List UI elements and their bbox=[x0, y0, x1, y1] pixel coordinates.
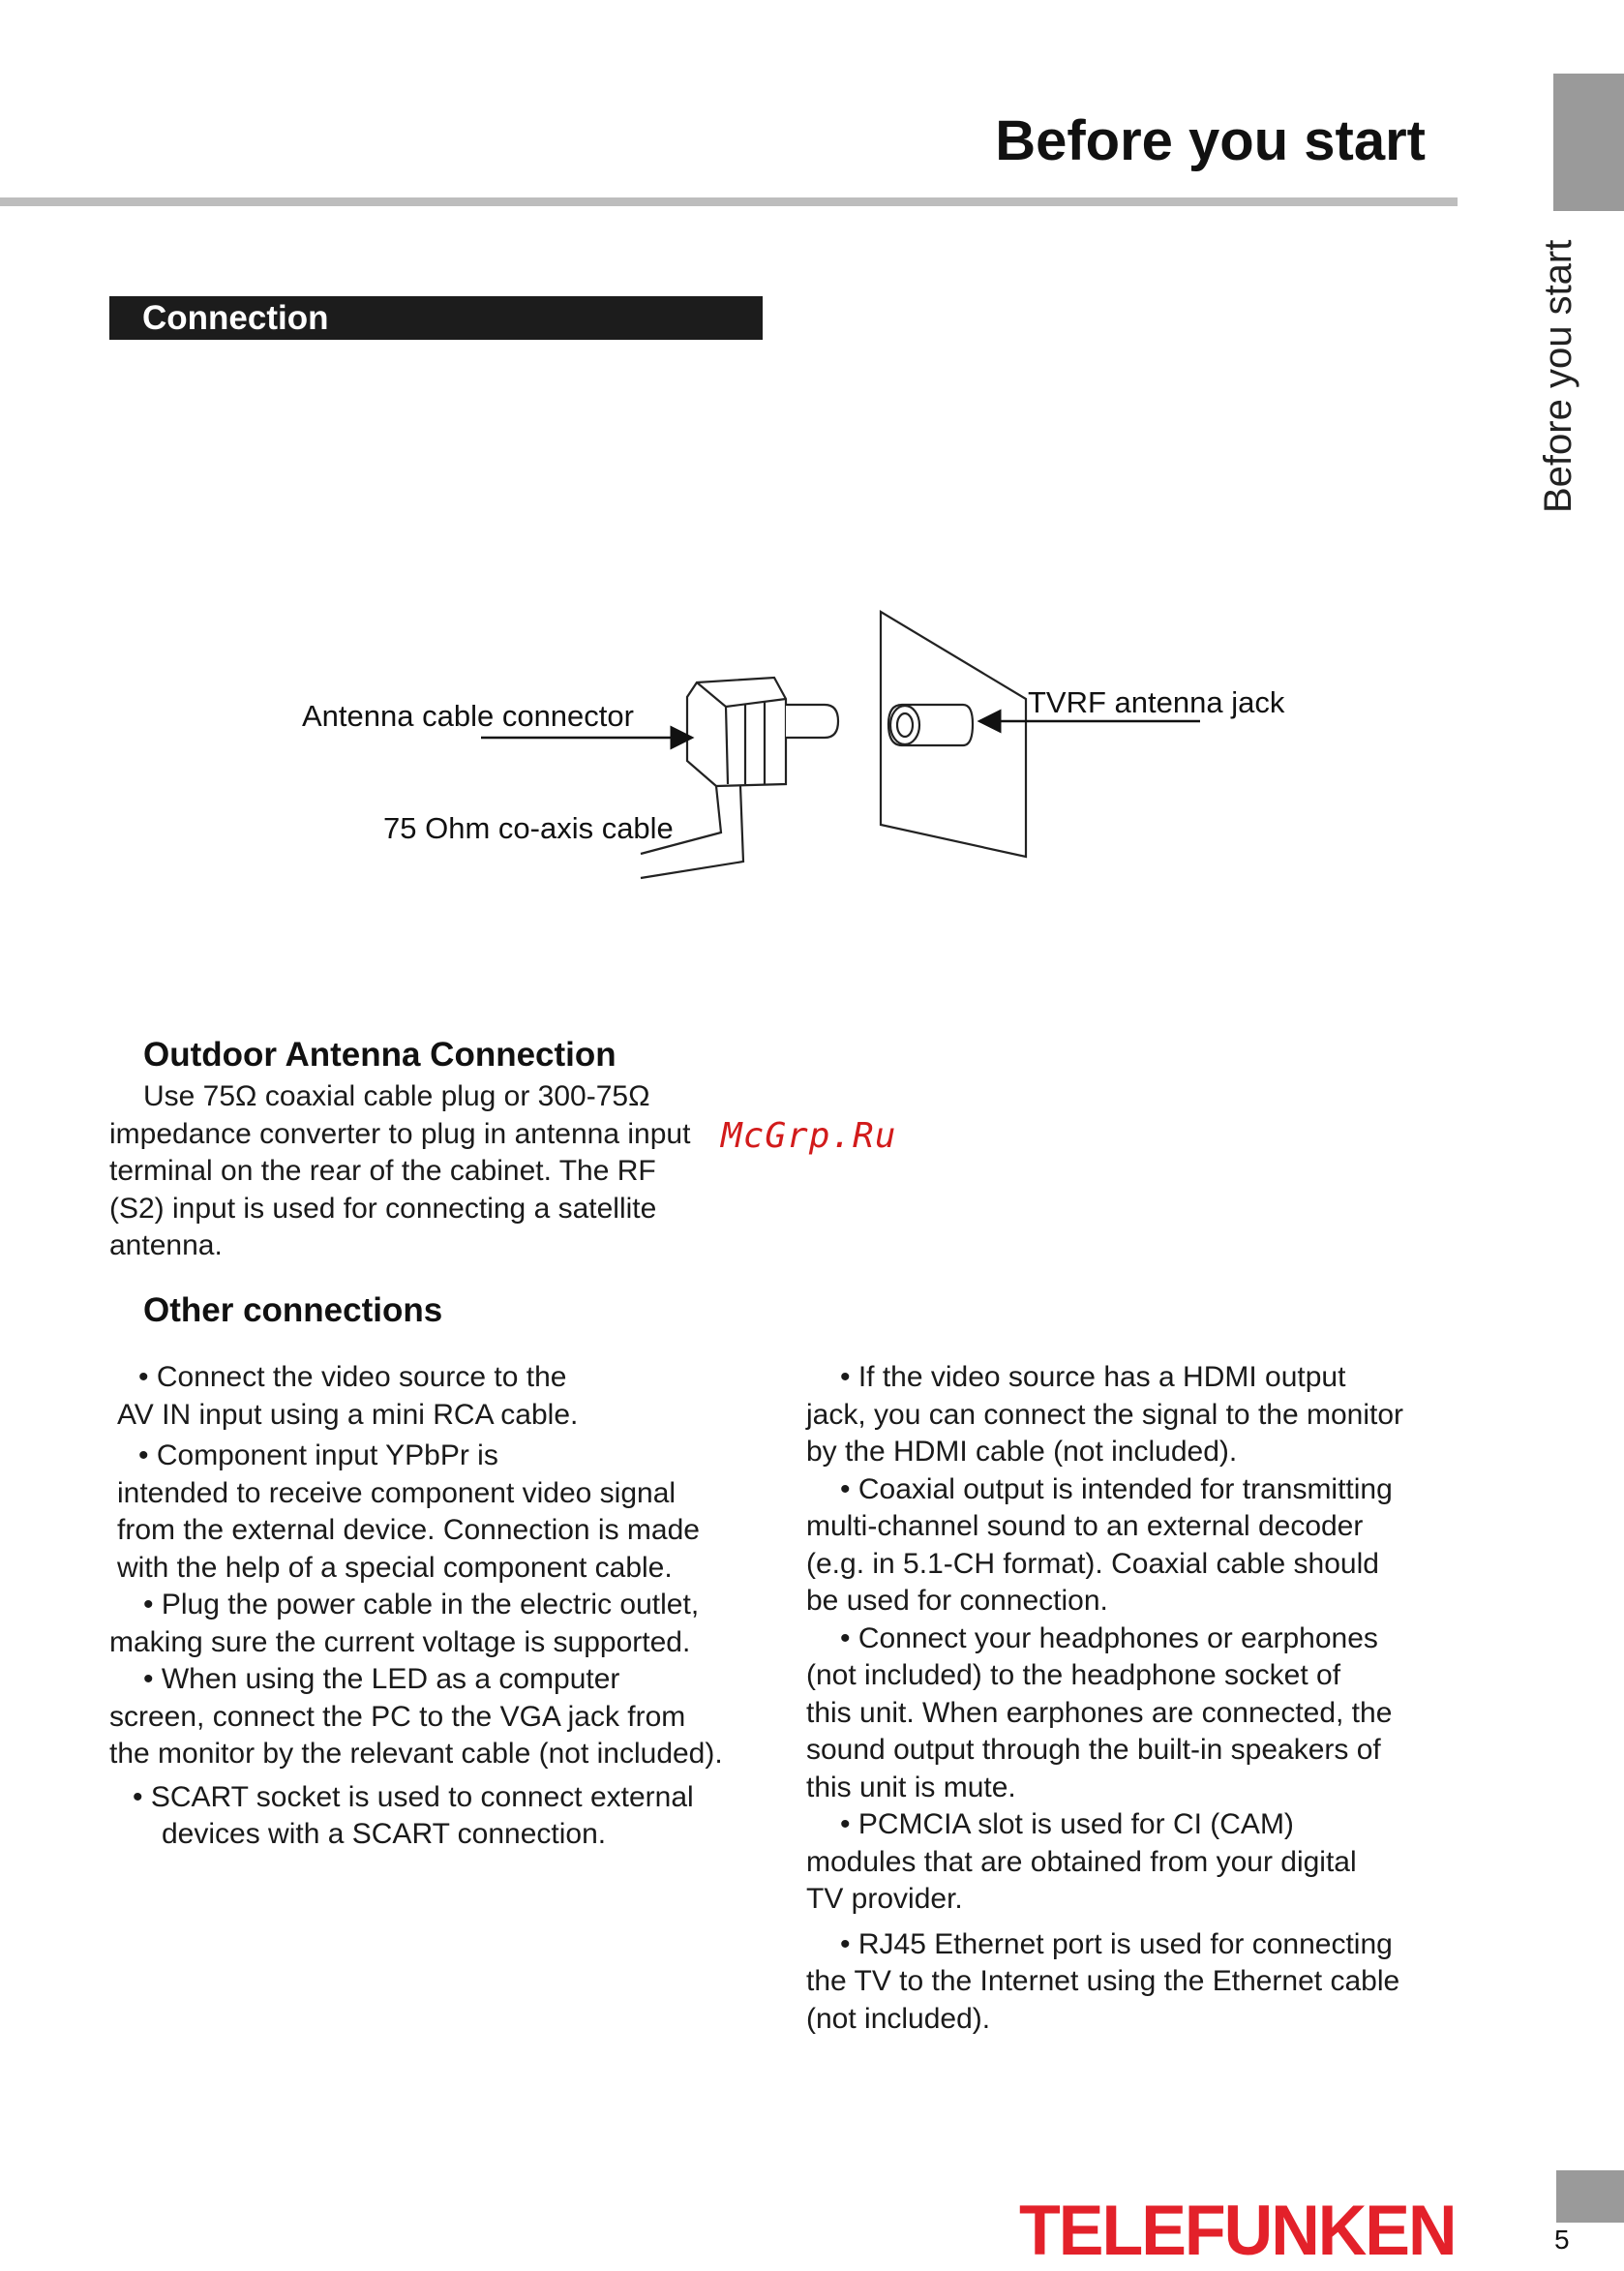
section-heading-bar: Connection bbox=[109, 296, 763, 340]
text-line: terminal on the rear of the cabinet. The RF bbox=[109, 1155, 656, 1187]
list-item bbox=[109, 1359, 787, 1434]
list-item bbox=[806, 1471, 1503, 1620]
watermark-text: McGrp.Ru bbox=[721, 1116, 897, 1156]
page-number-tab bbox=[1556, 2170, 1624, 2223]
list-item bbox=[109, 1587, 787, 1661]
text-line: • When using the LED as a computer bbox=[143, 1663, 620, 1695]
text-line: • Connect the video source to the bbox=[138, 1361, 567, 1393]
text-line: (not included) to the headphone socket of bbox=[806, 1659, 1341, 1691]
label-antenna-cable-connector: Antenna cable connector bbox=[302, 699, 634, 733]
text-line: with the help of a special component cable. bbox=[117, 1551, 673, 1584]
text-line: AV IN input using a mini RCA cable. bbox=[117, 1398, 579, 1431]
text-line: • Coaxial output is intended for transmitting bbox=[840, 1472, 1393, 1505]
text-line: • RJ45 Ethernet port is used for connecting bbox=[840, 1927, 1393, 1960]
other-connections-right-column bbox=[806, 1359, 1503, 2038]
label-tvrf-antenna-jack: TVRF antenna jack bbox=[1028, 685, 1285, 719]
text-line: the TV to the Internet using the Ethernet cable bbox=[806, 1965, 1400, 1997]
text-line: making sure the current voltage is supported. bbox=[109, 1625, 691, 1658]
list-item bbox=[109, 1661, 787, 1773]
list-item bbox=[806, 1806, 1503, 1919]
telefunken-logo: TELEFUNKEN bbox=[1019, 2191, 1456, 2270]
text-line: this unit. When earphones are connected, the bbox=[806, 1696, 1393, 1729]
text-line: multi-channel sound to an external decoder bbox=[806, 1510, 1364, 1542]
side-tab-label: Before you start bbox=[1537, 239, 1579, 513]
text-line: • Connect your headphones or earphones bbox=[840, 1621, 1378, 1654]
text-line: Use 75Ω coaxial cable plug or 300-75Ω bbox=[143, 1080, 650, 1112]
text-line: jack, you can connect the signal to the monitor bbox=[806, 1398, 1404, 1431]
text-line: • Plug the power cable in the electric outlet, bbox=[143, 1589, 700, 1620]
text-line: this unit is mute. bbox=[806, 1771, 1016, 1803]
text-line: (not included). bbox=[806, 2002, 991, 2035]
text-line: the monitor by the relevant cable (not included). bbox=[109, 1738, 723, 1770]
text-line: impedance converter to plug in antenna input bbox=[109, 1117, 691, 1150]
text-line: screen, connect the PC to the VGA jack from bbox=[109, 1700, 686, 1733]
page-title: Before you start bbox=[995, 109, 1426, 172]
text-line: • Component input YPbPr is bbox=[138, 1439, 498, 1471]
text-line: • PCMCIA slot is used for CI (CAM) bbox=[840, 1808, 1294, 1840]
text-line: intended to receive component video signal bbox=[117, 1476, 677, 1509]
text-line: • SCART socket is used to connect external bbox=[133, 1780, 694, 1813]
text-line: modules that are obtained from your digital bbox=[806, 1845, 1357, 1878]
text-line: be used for connection. bbox=[806, 1585, 1108, 1617]
list-item bbox=[806, 1926, 1503, 2039]
outdoor-antenna-paragraph bbox=[109, 1078, 767, 1265]
text-line: sound output through the built-in speakers of bbox=[806, 1734, 1381, 1766]
list-item bbox=[806, 1359, 1503, 1471]
other-connections-left-column bbox=[109, 1359, 787, 1854]
text-line: antenna. bbox=[109, 1229, 223, 1261]
text-line: from the external device. Connection is made bbox=[117, 1514, 700, 1546]
text-line: devices with a SCART connection. bbox=[162, 1818, 607, 1850]
text-line: (e.g. in 5.1-CH format). Coaxial cable should bbox=[806, 1547, 1379, 1580]
label-coax-cable: 75 Ohm co-axis cable bbox=[383, 811, 674, 845]
other-connections-heading: Other connections bbox=[143, 1291, 443, 1329]
outdoor-antenna-heading: Outdoor Antenna Connection bbox=[143, 1036, 617, 1074]
list-item bbox=[806, 1620, 1503, 1807]
list-item bbox=[109, 1779, 787, 1854]
text-line: by the HDMI cable (not included). bbox=[806, 1436, 1238, 1468]
page-number: 5 bbox=[1554, 2225, 1570, 2255]
text-line: • If the video source has a HDMI output bbox=[840, 1361, 1346, 1393]
antenna-connector-drawing bbox=[641, 678, 838, 878]
list-item bbox=[109, 1438, 787, 1587]
text-line: (S2) input is used for connecting a satellite bbox=[109, 1192, 657, 1225]
tv-panel-drawing bbox=[881, 612, 1026, 857]
text-line: TV provider. bbox=[806, 1883, 963, 1915]
